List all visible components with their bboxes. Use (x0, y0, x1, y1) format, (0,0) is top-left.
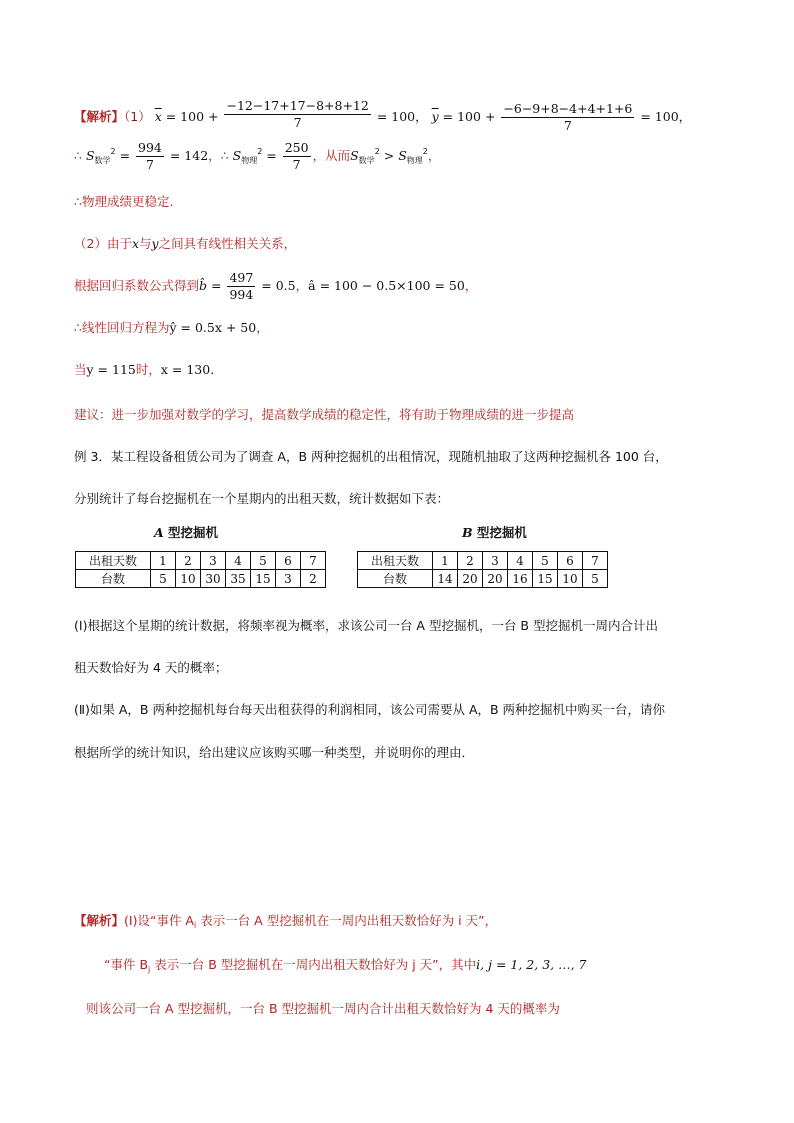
table-a-day: 5 (251, 552, 276, 570)
b-fraction (227, 270, 255, 303)
advice-text: 建议：进一步加强对数学的学习，提高数学成绩的稳定性，将有助于物理成绩的进一步提高 (74, 407, 575, 422)
table-a-caption (154, 523, 218, 541)
part-label: （1） (124, 109, 151, 124)
table-b-count: 10 (558, 570, 583, 588)
s-phys-subscript-2: 物理 (406, 156, 423, 165)
table-a-day: 7 (301, 552, 326, 570)
table-a-count: 10 (176, 570, 201, 588)
table-b-caption (462, 523, 527, 541)
separator: ， (415, 109, 428, 124)
event-a-rest: 表示一台 A 型挖掘机在一周内出租天数恰好为 i 天”， (196, 913, 498, 928)
event-b-rest: 表示一台 B 型挖掘机在一周内出租天数恰好为 j 天”，其中 (150, 957, 477, 972)
table-b-count: 16 (508, 570, 533, 588)
when-mid: 时， (135, 362, 161, 377)
s-phys-subscript: 物理 (241, 156, 258, 165)
event-b-sub: j (148, 965, 151, 974)
example3-line2: 分别统计了每台挖掘机在一个星期内的出租天数，统计数据如下表： (74, 491, 450, 506)
table-b-row1-label: 出租天数 (358, 552, 433, 570)
table-b-row2-label: 台数 (358, 570, 433, 588)
part2-intro: （2）由于 (74, 236, 132, 251)
s-math-denominator: 7 (145, 157, 154, 172)
a-hat-expression: â = 100 − 0.5×100 = 50 (308, 278, 465, 293)
table-a-days-row (76, 552, 326, 570)
table-a-day: 2 (176, 552, 201, 570)
table-b-caption-text: 型挖掘机 (472, 525, 527, 540)
table-a-row1-label: 出租天数 (76, 552, 151, 570)
line-comma: ， (678, 109, 692, 124)
s-phys-denominator: 7 (292, 157, 301, 172)
therefore-symbol-2: ∴ (220, 148, 229, 163)
question2-line1: (Ⅱ)如果 A，B 两种挖掘机每台每天出租获得的利润相同，该公司需要从 A，B 两种挖掘机中购买一台，请你 (74, 702, 666, 717)
b-numerator: 497 (229, 270, 254, 285)
table-b-count: 20 (483, 570, 508, 588)
question1-line1: (Ⅰ)根据这个星期的统计数据，将频率视为概率，求该公司一台 A 型挖掘机，一台 B 型挖掘机一周内合计出 (74, 618, 658, 633)
s-math-result: = 142 (165, 148, 209, 163)
s-math-numerator: 994 (138, 140, 162, 155)
greater-than: > (379, 148, 399, 163)
solution2-line3 (74, 320, 269, 336)
table-a-day: 6 (276, 552, 301, 570)
table-a-count-row (76, 570, 326, 588)
analysis-tag: 【解析】 (74, 109, 125, 124)
solution3-line2 (104, 957, 587, 978)
var-x: x (131, 236, 140, 251)
ybar-fraction (501, 101, 634, 134)
s-math-subscript: 数学 (94, 156, 111, 165)
table-b-day: 5 (533, 552, 558, 570)
table-a-count: 5 (151, 570, 176, 588)
solution2-line2 (74, 270, 477, 303)
s-phys-fraction (283, 140, 311, 173)
solution2-line4 (74, 362, 214, 378)
table-b-day: 1 (433, 552, 458, 570)
and-text: 与 (139, 236, 152, 251)
table-b-day: 2 (458, 552, 483, 570)
period: . (210, 362, 215, 377)
table-b-day: 4 (508, 552, 533, 570)
conclude-text: ，从而 (312, 148, 351, 163)
xbar-fraction (224, 98, 370, 131)
xbar-numerator: −12−17+17−8+8+12 (226, 98, 369, 113)
table-b-count: 5 (583, 570, 608, 588)
solution1-line1 (74, 98, 692, 134)
ybar-symbol: $\overline{y}$ (431, 109, 439, 124)
regression-line-text: ∴线性回归方程为 (74, 320, 170, 335)
event-b-text: “事件 B (104, 957, 149, 972)
var-y: y (151, 236, 159, 251)
table-b-days-row (358, 552, 608, 570)
ybar-numerator: −6−9+8−4+4+1+6 (503, 101, 633, 116)
b-result: = 0.5 (257, 278, 296, 293)
solution2-line1 (74, 236, 296, 252)
regression-equation: ŷ = 0.5x + 50 (169, 320, 257, 335)
table-a-row2-label: 台数 (76, 570, 151, 588)
analysis-tag-2: 【解析】 (74, 913, 125, 928)
equals: = (115, 148, 135, 163)
comma-3: ， (427, 148, 441, 163)
table-a-count: 15 (251, 570, 276, 588)
xbar-eq: = 100 + (161, 109, 223, 124)
table-a-letter: A (154, 525, 164, 540)
ybar-eq: = 100 + (438, 109, 500, 124)
comma-b: ， (295, 278, 309, 293)
table-a-day: 3 (201, 552, 226, 570)
xbar-symbol: $\overline{x}$ (154, 109, 162, 124)
table-a-day: 1 (151, 552, 176, 570)
solution1-line2: ∴ $S_{数学}^2$ = $\frac{994}{7}$ = 142，∴ $S_{物理}^2$ = $\frac{250}{7}$ ，从而$S_{数学}^2 > S_{物理}^2$， (74, 140, 441, 172)
table-a-day: 4 (226, 552, 251, 570)
table-a-count: 3 (276, 570, 301, 588)
table-b-count: 14 (433, 570, 458, 588)
table-b-count: 15 (533, 570, 558, 588)
question2-line2: 根据所学的统计知识，给出建议应该购买哪一种类型，并说明你的理由． (74, 745, 475, 760)
b-denominator: 994 (229, 287, 254, 302)
equals-b: = (207, 278, 226, 293)
when-text: 当 (74, 362, 87, 377)
index-range: i, j = 1, 2, 3, …, 7 (476, 957, 587, 972)
when-equation: y = 115 (86, 362, 136, 377)
table-b-day: 7 (583, 552, 608, 570)
table-a-count: 2 (301, 570, 326, 588)
when-result: x = 130 (160, 362, 211, 377)
stable-conclusion: ∴物理成绩更稳定. (74, 194, 174, 209)
comma-line: ， (256, 320, 269, 335)
solution3-line3: 则该公司一台 A 型挖掘机，一台 B 型挖掘机一周内合计出租天数恰好为 4 天的概率为 (86, 1001, 560, 1016)
table-a-caption-text: 型挖掘机 (163, 525, 219, 540)
table-b (357, 551, 608, 588)
table-a (75, 551, 326, 588)
part2-rest: 之间具有线性相关关系， (158, 236, 297, 251)
ybar-denominator: 7 (563, 118, 572, 133)
part-label-3: (Ⅰ) (124, 913, 138, 928)
equals-2: = (262, 148, 281, 163)
table-a-count: 35 (226, 570, 251, 588)
event-a-text: 设“事件 A (137, 913, 194, 928)
table-b-day: 3 (483, 552, 508, 570)
table-a-count: 30 (201, 570, 226, 588)
comma: ， (208, 148, 221, 163)
regression-text: 根据回归系数公式得到 (74, 278, 200, 293)
ybar-result: = 100 (636, 109, 679, 124)
s-math-fraction (136, 140, 164, 173)
table-b-letter: B (462, 525, 473, 540)
s-phys-numerator: 250 (284, 140, 309, 155)
comma-a: ， (464, 278, 478, 293)
solution3-line1 (74, 913, 497, 934)
question1-line2: 租天数恰好为 4 天的概率； (74, 660, 228, 675)
b-hat: b̂ (199, 278, 208, 293)
table-b-count: 20 (458, 570, 483, 588)
xbar-result: = 100 (372, 109, 416, 124)
xbar-denominator: 7 (293, 115, 302, 130)
table-b-day: 6 (558, 552, 583, 570)
example3-line1: 例 3．某工程设备租赁公司为了调查 A，B 两种挖掘机的出租情况，现随机抽取了这两种挖掘机各 100 台， (74, 449, 668, 464)
table-b-count-row (358, 570, 608, 588)
event-a-sub: i (193, 921, 197, 930)
therefore-symbol: ∴ (74, 148, 82, 163)
s-math-subscript-2: 数学 (358, 156, 375, 165)
